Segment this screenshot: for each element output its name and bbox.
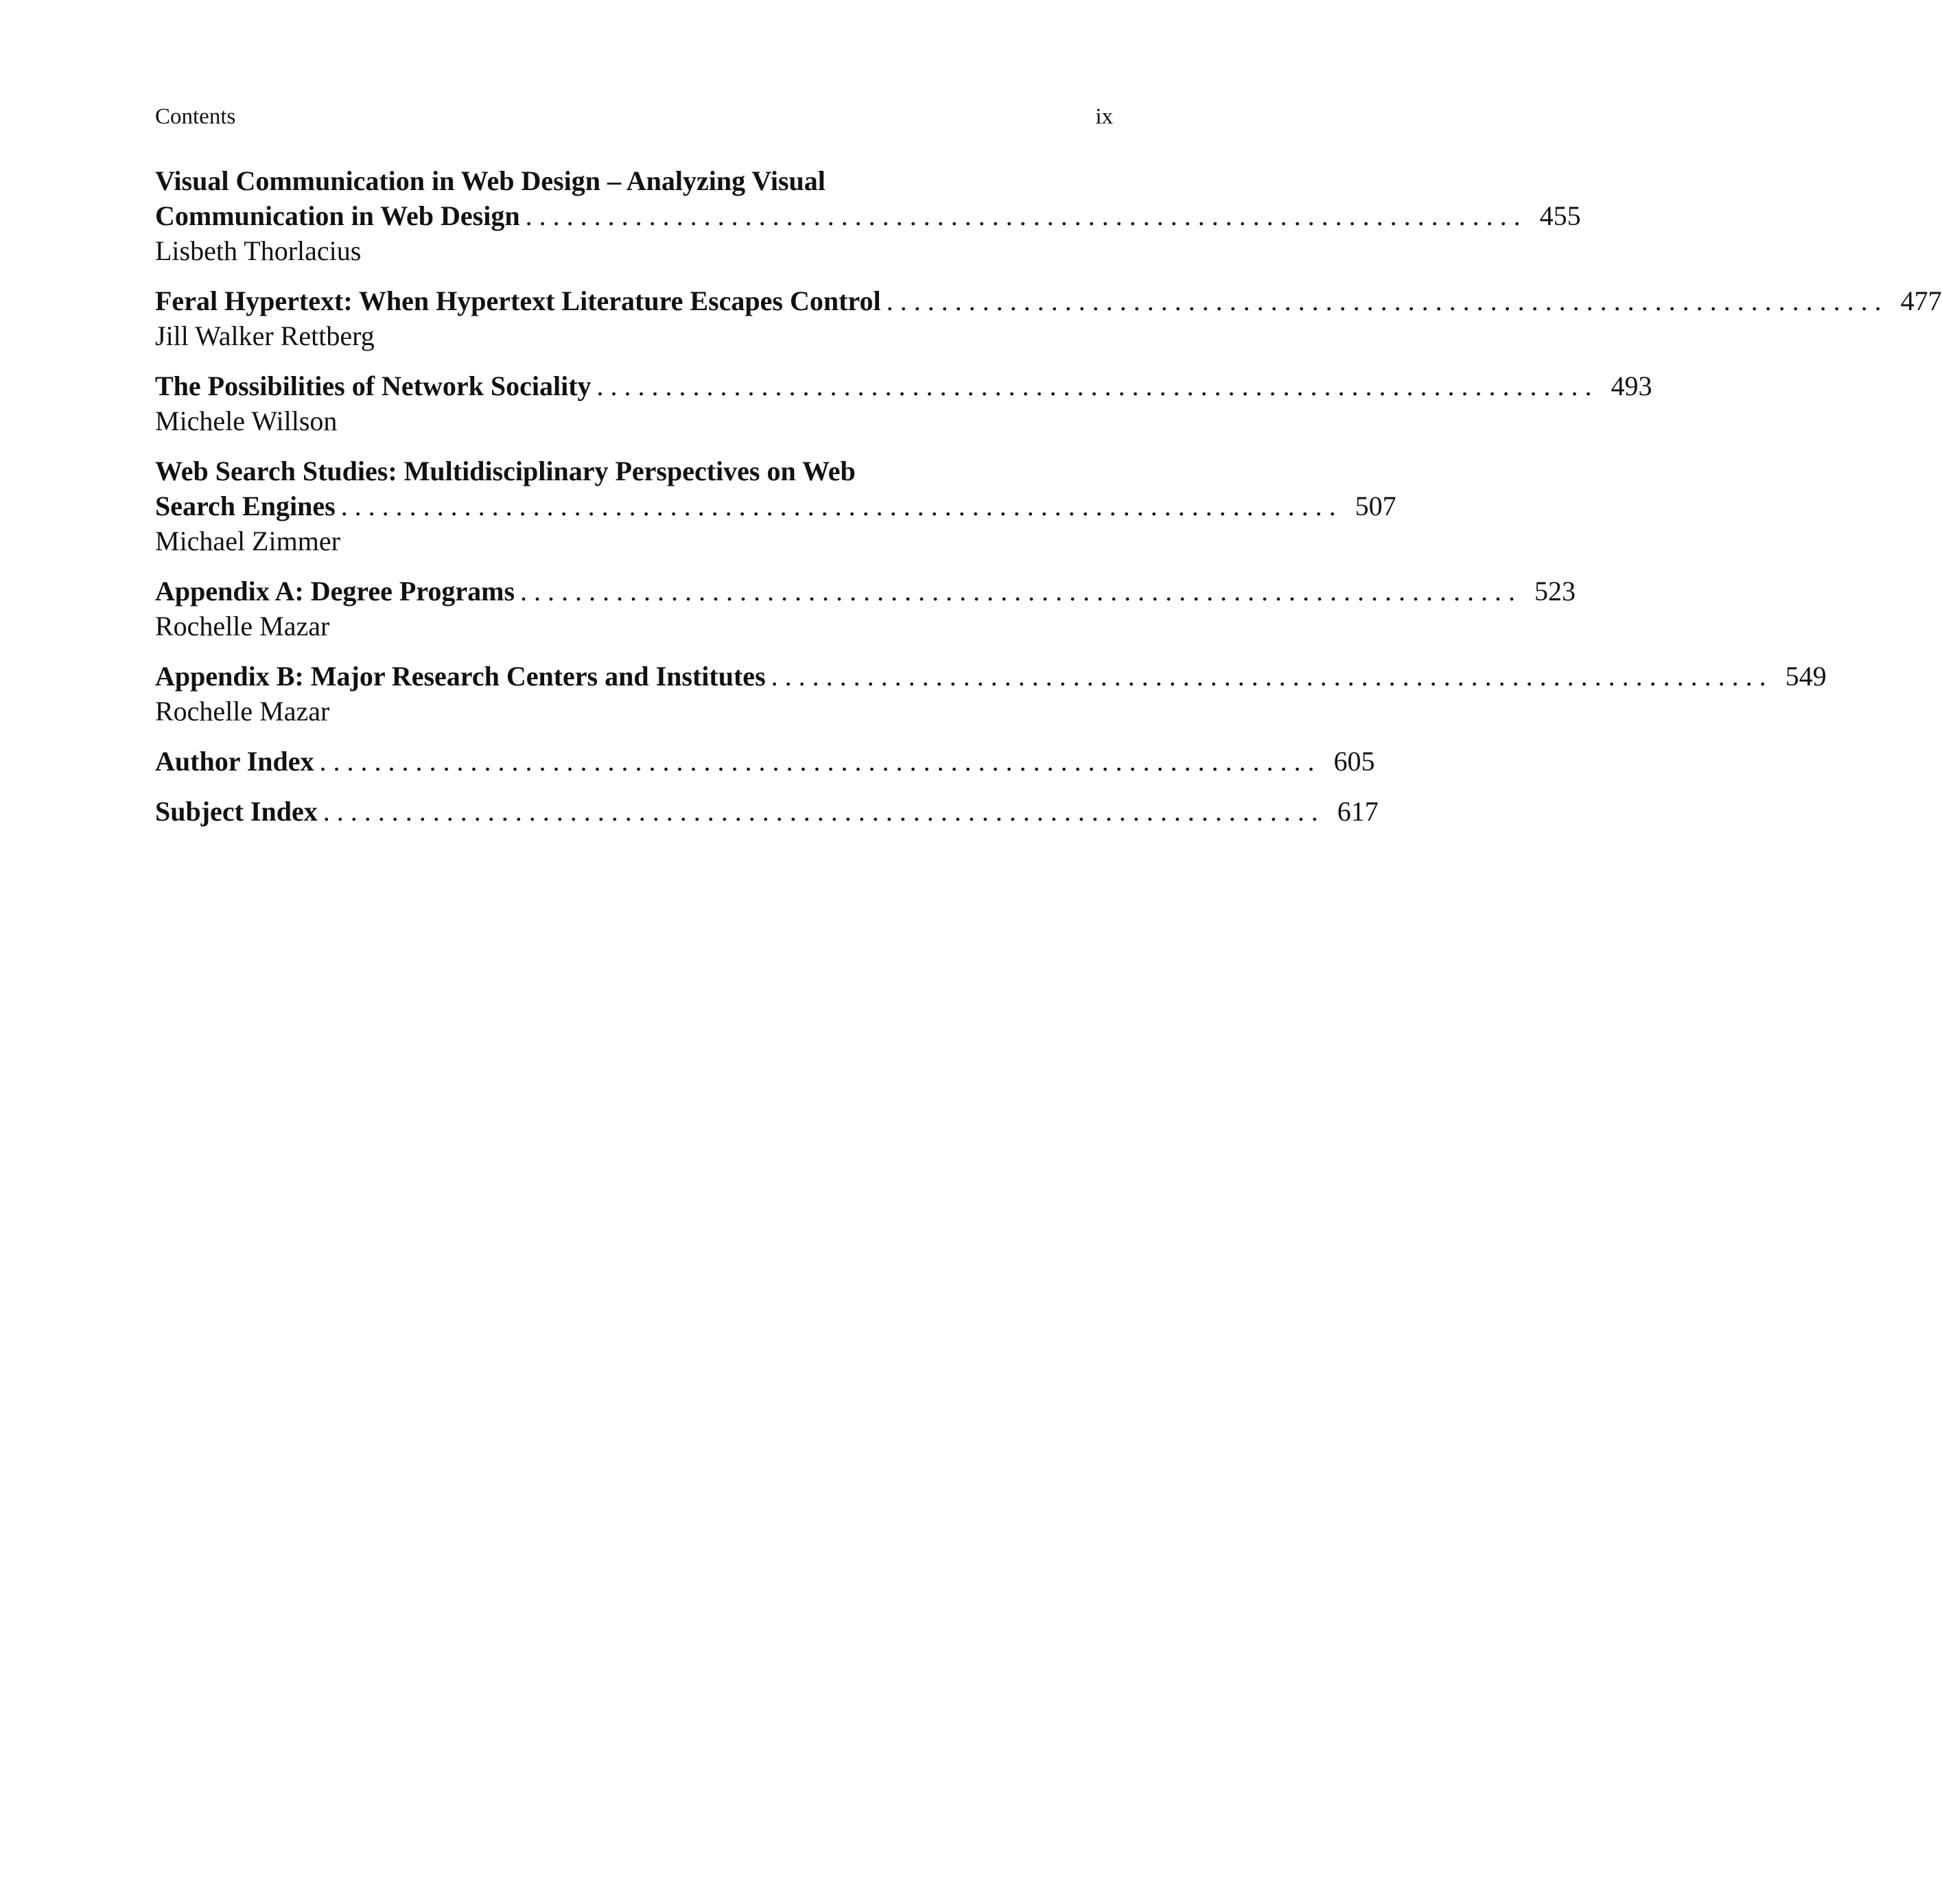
toc-entry[interactable] <box>155 454 1396 559</box>
entry-title-last-line: Appendix A: Degree Programs <box>155 576 515 607</box>
entry-title-line: Web Search Studies: Multidisciplinary Perspectives on Web <box>155 456 856 486</box>
entry-title[interactable] <box>155 574 1576 609</box>
toc-entry[interactable] <box>155 574 1576 644</box>
toc-entry[interactable] <box>155 794 1379 829</box>
leader-dots: . . . . . . . . . . . . . . . . . . . . . . . . . . . . . . . . . . . . . . . . . . . . . . . . . . . . . . . . . . . . . . . . . . . . . . . . . <box>520 576 1516 607</box>
entry-title[interactable] <box>155 283 1942 318</box>
page-number: ix <box>1095 104 1113 129</box>
toc-entry[interactable] <box>155 283 1942 353</box>
entry-page-number[interactable]: 507 <box>1355 491 1396 521</box>
entry-title[interactable] <box>155 368 1652 403</box>
entry-title[interactable] <box>155 794 1379 829</box>
entry-page-number[interactable]: 493 <box>1611 371 1652 401</box>
leader-dots: . . . . . . . . . . . . . . . . . . . . . . . . . . . . . . . . . . . . . . . . . . . . . . . . . . . . . . . . . . . . . . . . . . . . . . . . . <box>340 491 1336 521</box>
entry-title-last-line: The Possibilities of Network Sociality <box>155 371 592 401</box>
entry-author: Rochelle Mazar <box>155 696 330 727</box>
entry-page-number[interactable]: 455 <box>1539 200 1581 231</box>
entry-title-line: Visual Communication in Web Design – Analyzing Visual <box>155 165 826 196</box>
entry-title-last-line: Communication in Web Design <box>155 200 520 231</box>
document-page <box>155 0 1942 1904</box>
leader-dots: . . . . . . . . . . . . . . . . . . . . . . . . . . . . . . . . . . . . . . . . . . . . . . . . . . . . . . . . . . . . . . . . . . . . . . . . . <box>596 371 1592 401</box>
entry-author: Michele Willson <box>155 406 338 436</box>
toc-entry[interactable] <box>155 659 1827 729</box>
leader-dots: . . . . . . . . . . . . . . . . . . . . . . . . . . . . . . . . . . . . . . . . . . . . . . . . . . . . . . . . . . . . . . . . . . . . . . . . . <box>886 285 1882 316</box>
table-of-contents <box>155 163 1942 844</box>
entry-page-number[interactable]: 549 <box>1785 661 1827 692</box>
toc-entry[interactable] <box>155 744 1375 779</box>
running-head-title: Contents <box>155 104 236 129</box>
entry-author: Jill Walker Rettberg <box>155 320 375 351</box>
entry-author: Michael Zimmer <box>155 526 340 556</box>
leader-dots: . . . . . . . . . . . . . . . . . . . . . . . . . . . . . . . . . . . . . . . . . . . . . . . . . . . . . . . . . . . . . . . . . . . . . . . . . <box>319 746 1315 777</box>
running-head <box>155 102 1113 132</box>
entry-title-last-line: Appendix B: Major Research Centers and Institutes <box>155 661 766 692</box>
entry-title-last-line: Subject Index <box>155 796 318 827</box>
entry-page-number[interactable]: 523 <box>1534 576 1576 607</box>
entry-author: Lisbeth Thorlacius <box>155 235 362 266</box>
entry-page-number[interactable]: 617 <box>1337 796 1379 827</box>
entry-author: Rochelle Mazar <box>155 611 330 642</box>
entry-title[interactable] <box>155 744 1375 779</box>
entry-title[interactable] <box>155 659 1827 694</box>
leader-dots: . . . . . . . . . . . . . . . . . . . . . . . . . . . . . . . . . . . . . . . . . . . . . . . . . . . . . . . . . . . . . . . . . . . . . . . . . <box>771 661 1766 692</box>
leader-dots: . . . . . . . . . . . . . . . . . . . . . . . . . . . . . . . . . . . . . . . . . . . . . . . . . . . . . . . . . . . . . . . . . . . . . . . . . <box>323 796 1318 827</box>
entry-page-number[interactable]: 477 <box>1900 285 1942 316</box>
entry-title-last-line: Author Index <box>155 746 314 777</box>
entry-title-last-line: Feral Hypertext: When Hypertext Literature Escapes Control <box>155 285 881 316</box>
entry-page-number[interactable]: 605 <box>1333 746 1375 777</box>
entry-title-last-line: Search Engines <box>155 491 336 521</box>
toc-entry[interactable] <box>155 368 1652 438</box>
entry-title[interactable] <box>155 454 1396 524</box>
toc-entry[interactable] <box>155 163 1581 268</box>
entry-title[interactable] <box>155 163 1581 233</box>
leader-dots: . . . . . . . . . . . . . . . . . . . . . . . . . . . . . . . . . . . . . . . . . . . . . . . . . . . . . . . . . . . . . . . . . . . . . . . . . <box>525 200 1521 231</box>
